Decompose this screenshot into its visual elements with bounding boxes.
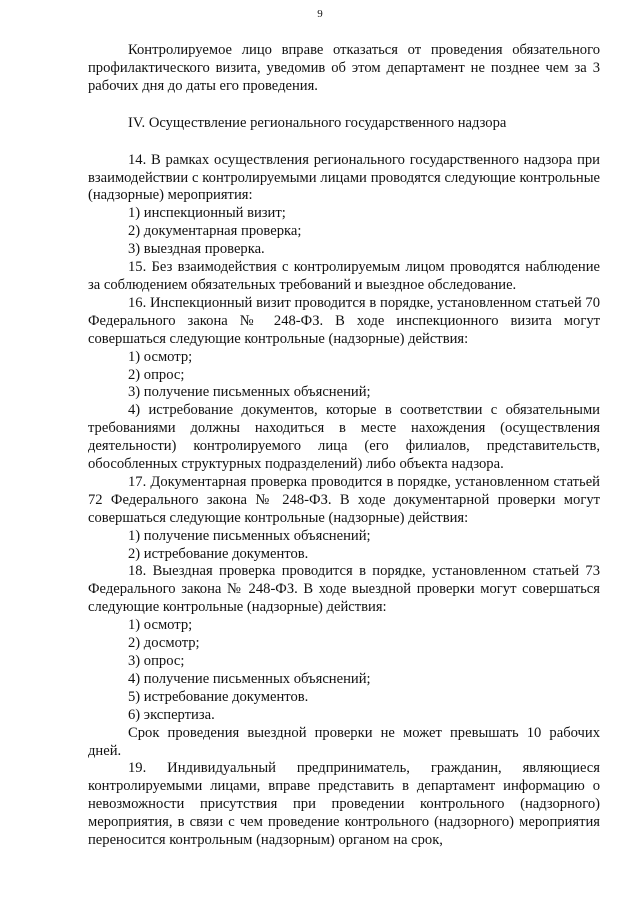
list-item: 2) опрос;: [128, 366, 185, 383]
list-item: 4) получение письменных объяснений;: [128, 670, 371, 687]
paragraph-17: 17. Документарная проверка проводится в порядке, установленном статьей 72 Федерального закона № 248-ФЗ. В ходе документарной проверки могут совершаться следующие контрольные (надзорные) действия:: [88, 473, 600, 526]
list-item: 1) получение письменных объяснений;: [128, 527, 371, 544]
list-item: 2) досмотр;: [128, 635, 200, 652]
list-item: 4) истребование документов, которые в соответствии с обязательными требованиями должны находиться в месте нахождения (осуществления деятельности) контролируемого лица (его филиалов, представительств, обособленных структурных подразделений) либо объекта надзора.: [88, 402, 600, 473]
paragraph-inspection-term: Срок проведения выездной проверки не может превышать 10 рабочих дней.: [88, 724, 600, 759]
paragraph-19: 19. Индивидуальный предприниматель, гражданин, являющиеся контролируемыми лицами, вправе представить в департамент информацию о невозможности присутствия при проведении контрольного (надзорного) мероприятия, в связи с чем проведение контрольного (надзорного) мероприятия переносится контрольным (надзорным) органом на срок,: [88, 760, 600, 849]
list-item: 1) осмотр;: [128, 348, 193, 365]
paragraph-15: 15. Без взаимодействия с контролируемым лицом проводятся наблюдение за соблюдением обязательных требований и выездное обследование.: [88, 259, 600, 293]
paragraph-16: 16. Инспекционный визит проводится в порядке, установленном статьей 70 Федерального закона № 248-ФЗ. В ходе инспекционного визита могут совершаться следующие контрольные (надзорные) действия:: [88, 294, 600, 347]
paragraph-intro: Контролируемое лицо вправе отказаться от проведения обязательного профилактического визита, уведомив об этом департамент не позднее чем за 3 рабочих дня до даты его проведения.: [88, 42, 600, 94]
list-item: 6) экспертиза.: [128, 706, 215, 723]
section-heading: IV. Осуществление регионального государственного надзора: [128, 114, 507, 131]
list-item: 3) выездная проверка.: [128, 241, 265, 258]
list-item: 2) документарная проверка;: [128, 223, 302, 240]
list-item: 3) опрос;: [128, 653, 185, 669]
list-item: 5) истребование документов.: [128, 688, 309, 705]
page-number: 9: [317, 8, 323, 20]
list-item: 1) осмотр;: [128, 617, 193, 634]
paragraph-14: 14. В рамках осуществления регионального государственного надзора при взаимодействии с контролируемыми лицами проводятся следующие контрольные (надзорные) мероприятия:: [88, 151, 600, 204]
paragraph-18: 18. Выездная проверка проводится в порядке, установленном статьей 73 Федерального закона № 248-ФЗ. В ходе выездной проверки могут совершаться следующие контрольные (надзорные) действия:: [88, 563, 600, 616]
list-item: 3) получение письменных объяснений;: [128, 384, 371, 401]
document-body: [88, 42, 600, 850]
list-item: 1) инспекционный визит;: [128, 205, 286, 222]
list-item: 2) истребование документов.: [128, 545, 309, 562]
